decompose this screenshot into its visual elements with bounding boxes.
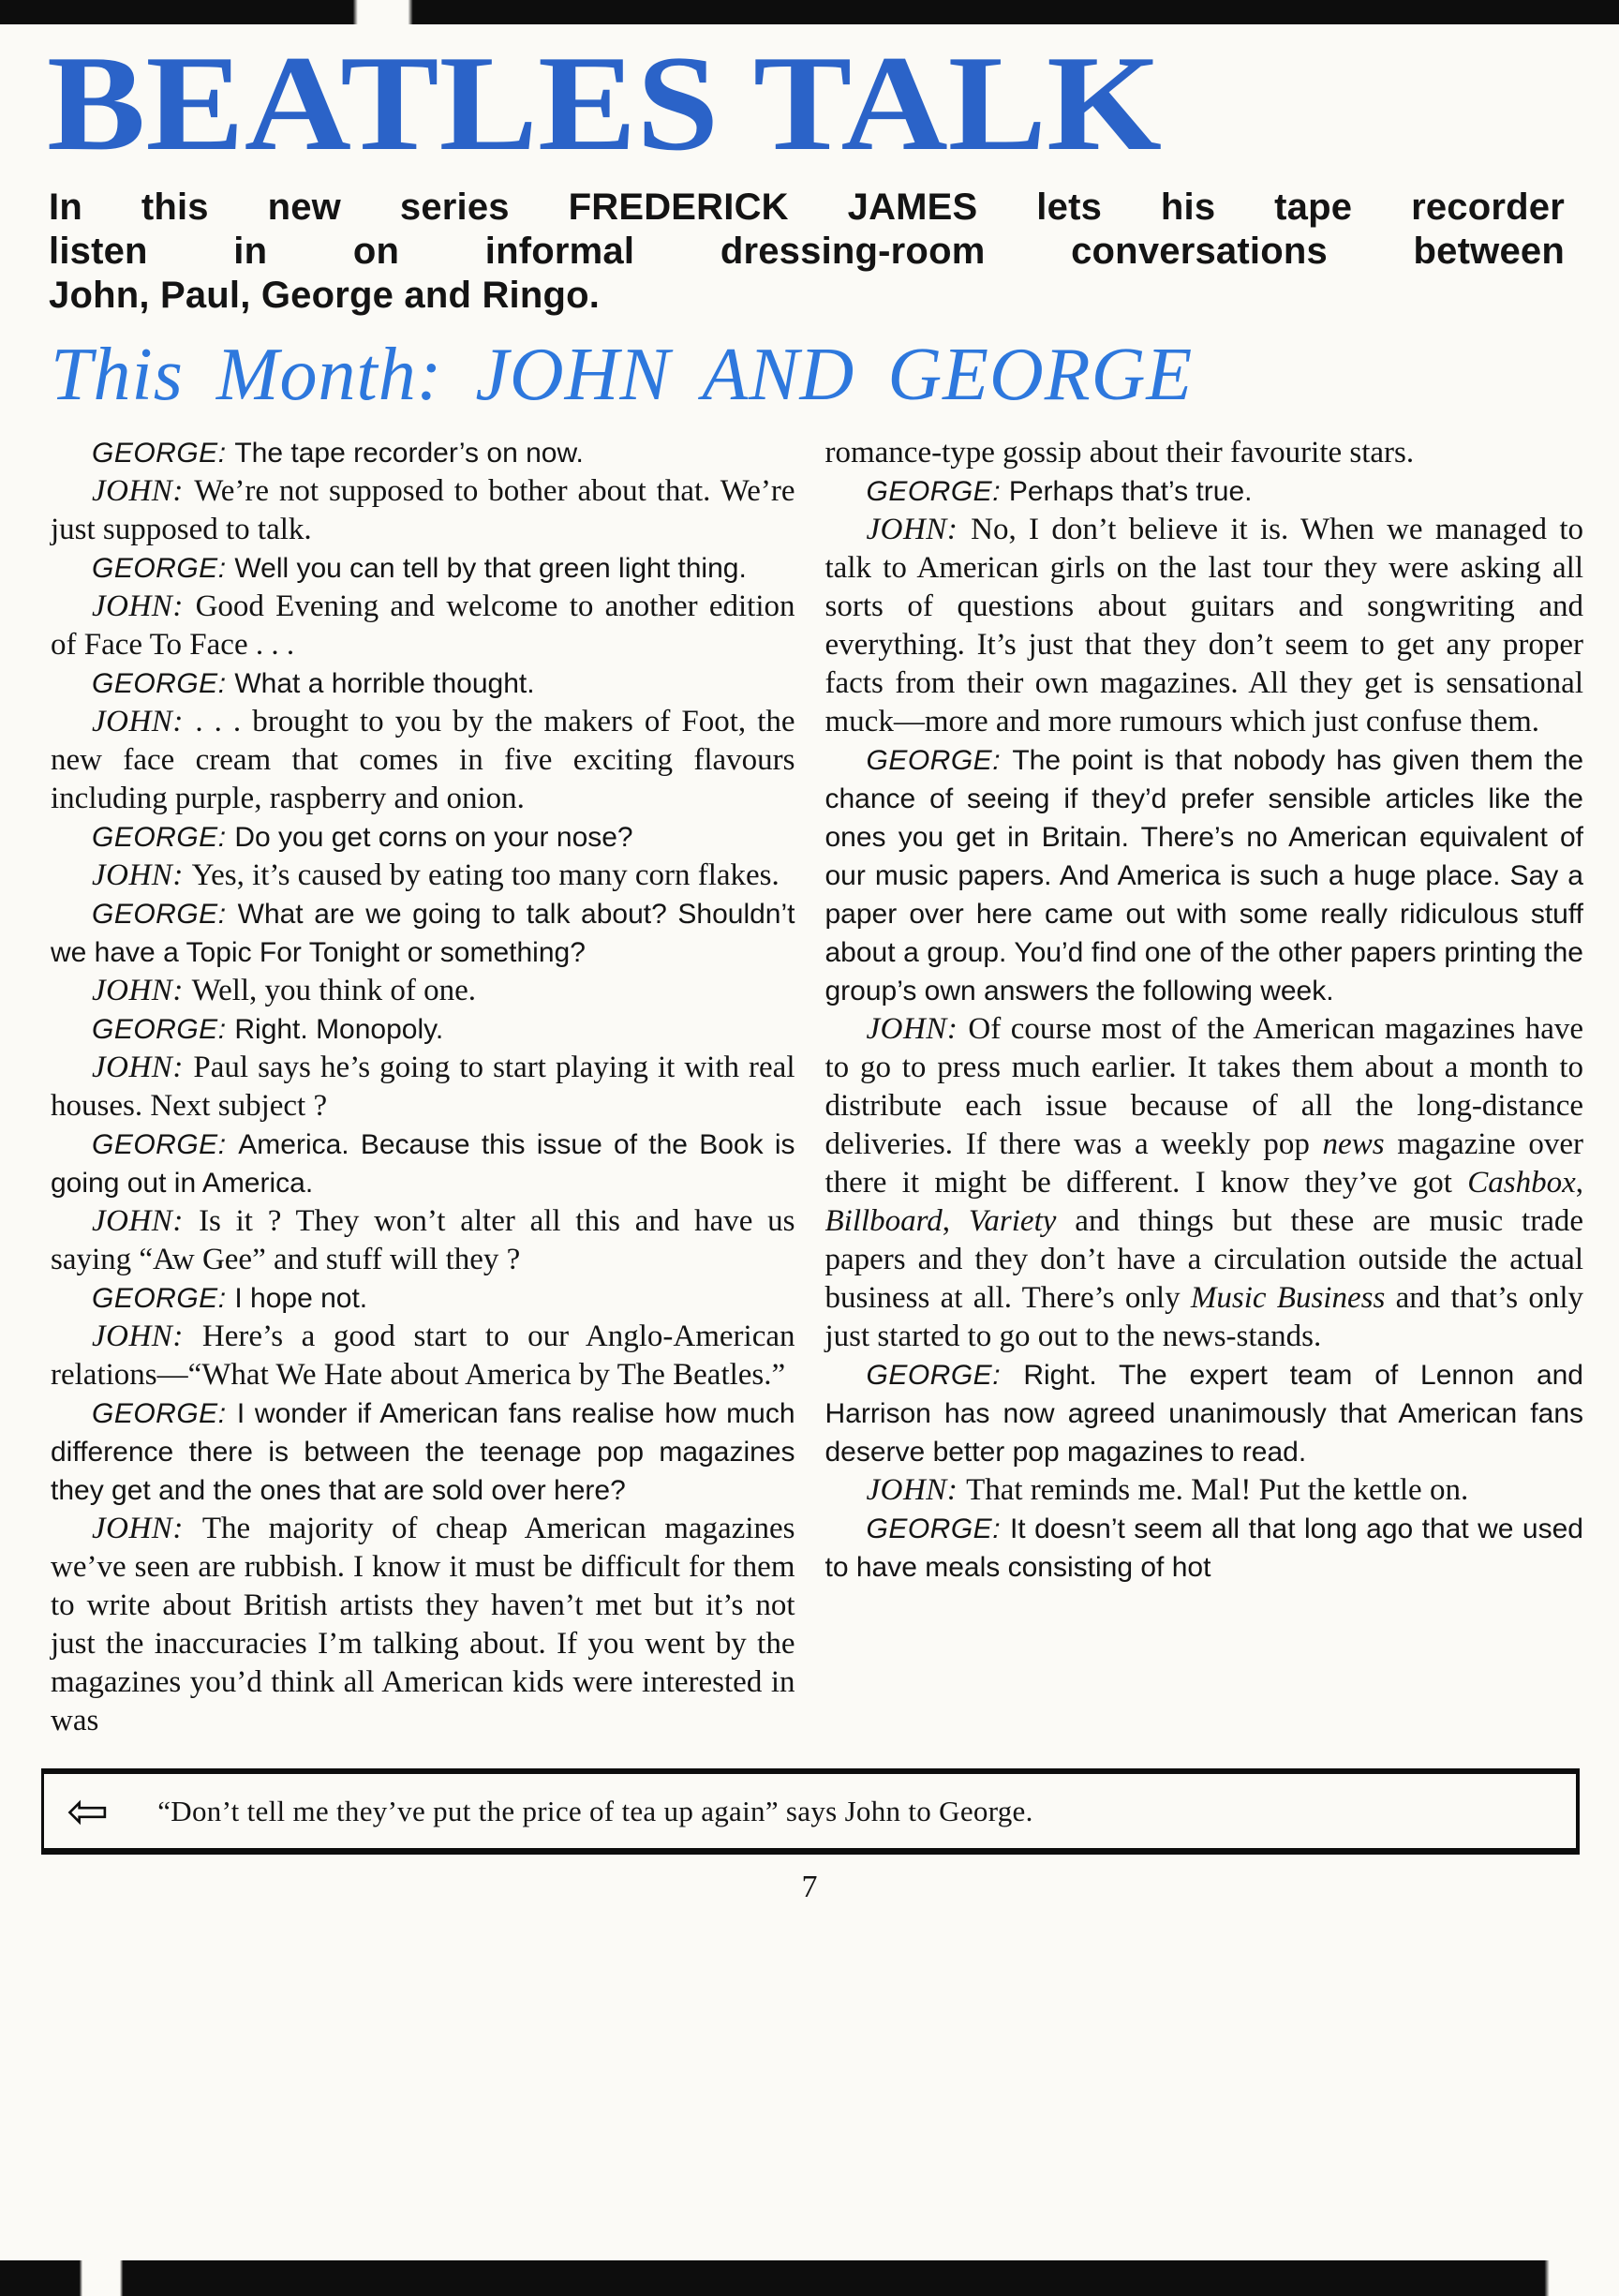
dialogue-paragraph: GEORGE: Right. The expert team of Lennon and Harrison has now agreed unanimously that American fans deserve better pop magazines to read. [824, 1360, 1583, 1468]
speaker-label: GEORGE: [866, 1513, 1010, 1544]
speaker-label: GEORGE: [866, 476, 1009, 507]
speaker-label: JOHN: [92, 1512, 202, 1545]
speaker-label: JOHN: [92, 1051, 194, 1084]
dialogue-paragraph: JOHN: Is it ? They won’t alter all this and have us saying “Aw Gee” and stuff will they ? [51, 1204, 795, 1276]
speaker-label: GEORGE: [92, 899, 238, 930]
speaker-label: GEORGE: [92, 438, 235, 469]
dialogue-paragraph: GEORGE: America. Because this issue of the Book is going out in America. [51, 1129, 795, 1199]
dialogue-paragraph: JOHN: Well, you think of one. [92, 974, 477, 1007]
speaker-label: JOHN: [92, 705, 196, 738]
dialogue-paragraph: GEORGE: The point is that nobody has given them the chance of seeing if they’d prefer sensible articles like the ones you get in Britain. There’s no American equivalent of our music papers. And America is such a huge place. Say a paper over here came out with some really ridiculous stuff about a group. You’d find one of the other papers printing the group’s own answers the following week. [824, 745, 1584, 1006]
speaker-label: JOHN: [866, 1473, 967, 1507]
dialogue-paragraph: JOHN: Paul says he’s going to start playing it with real houses. Next subject ? [51, 1051, 795, 1123]
bottom-black-bar [0, 2260, 1619, 2296]
dialogue-paragraph: GEORGE: Right. Monopoly. [92, 1014, 444, 1045]
dialogue-paragraph: JOHN: Of course most of the American magazines have to go to press much earlier. It takes them about a month to distribute each issue because of all the long-distance deliveries. If there was a weekly pop news magazine over there it might be different. I know they’ve got Cashbox, Billboard, Variety and things but these are music trade papers and they don’t have a circulation outside the actual business at all. There’s only Music Business and that’s only just started to go out to the news-stands. [824, 1012, 1583, 1353]
title-graphic [45, 51, 1563, 161]
top-black-bar [0, 0, 1619, 24]
dialogue-paragraph: JOHN: We’re not supposed to bother about that. We’re just supposed to talk. [51, 474, 795, 546]
page-title: BEATLES TALK [47, 51, 1163, 161]
month-subtitle: This Month: JOHN AND GEORGE [51, 334, 1194, 416]
speaker-label: JOHN: [92, 1319, 202, 1353]
speaker-label: GEORGE: [92, 1398, 237, 1429]
speaker-label: GEORGE: [866, 745, 1013, 776]
dialogue-paragraph: GEORGE: I hope not. [92, 1283, 368, 1314]
speaker-label: GEORGE: [92, 1129, 239, 1160]
speaker-label: GEORGE: [92, 1283, 235, 1314]
speaker-label: GEORGE: [866, 1360, 1024, 1391]
dialogue-paragraph: GEORGE: It doesn’t seem all that long ago that we used to have meals consisting of hot [824, 1513, 1583, 1583]
intro-line: listen in on informal dressing-room conversations between [49, 231, 1565, 272]
speaker-label: JOHN: [92, 974, 192, 1007]
speaker-label: JOHN: [92, 589, 196, 623]
dialogue-paragraph: GEORGE: Perhaps that’s true. [866, 476, 1253, 507]
dialogue-paragraph: romance-type gossip about their favourite stars. [824, 436, 1415, 470]
speaker-label: GEORGE: [92, 1014, 235, 1045]
speaker-label: GEORGE: [92, 553, 235, 584]
speaker-label: JOHN: [866, 1012, 969, 1046]
dialogue-paragraph: GEORGE: Well you can tell by that green light thing. [92, 553, 747, 584]
column-left [51, 434, 795, 1740]
dialogue-paragraph: JOHN: That reminds me. Mal! Put the kettle on. [866, 1473, 1469, 1507]
article-columns [51, 434, 1583, 1740]
dialogue-paragraph: JOHN: . . . brought to you by the makers of Foot, the new face cream that comes in five exciting flavours including purple, raspberry and onion. [51, 705, 795, 815]
speaker-label: GEORGE: [92, 822, 235, 853]
intro-line: John, Paul, George and Ringo. [49, 275, 601, 316]
dialogue-paragraph: GEORGE: What are we going to talk about? Shouldn’t we have a Topic For Tonight or something? [51, 899, 795, 968]
masthead [45, 51, 1619, 163]
dialogue-paragraph: JOHN: Good Evening and welcome to another edition of Face To Face . . . [51, 589, 795, 662]
dialogue-paragraph: GEORGE: The tape recorder’s on now. [92, 438, 584, 469]
intro-paragraph [49, 186, 1565, 318]
left-arrow-icon: ⇦ [67, 1781, 110, 1841]
speaker-label: GEORGE: [92, 668, 235, 699]
speaker-label: JOHN: [866, 513, 972, 546]
speaker-label: JOHN: [92, 858, 192, 892]
dialogue-paragraph: JOHN: Here’s a good start to our Anglo-American relations—“What We Hate about America by The Beatles.” [51, 1319, 795, 1392]
intro-line: In this new series FREDERICK JAMES lets his tape recorder [49, 186, 1565, 228]
dialogue-paragraph: JOHN: No, I don’t believe it is. When we managed to talk to American girls on the last tour they were asking all sorts of questions about guitars and songwriting and everything. It’s just that they don’t seem to get any proper facts from their own magazines. All they get is sensational muck—more and more rumours which just confuse them. [824, 513, 1583, 738]
page-number: 7 [801, 1870, 818, 1904]
dialogue-paragraph: GEORGE: What a horrible thought. [92, 668, 535, 699]
dialogue-paragraph: GEORGE: Do you get corns on your nose? [92, 822, 633, 853]
dialogue-paragraph: JOHN: The majority of cheap American magazines we’ve seen are rubbish. I know it must be difficult for them to write about British artists they haven’t met but it’s not just the inaccuracies I’m talking about. If you went by the magazines you’d think all American kids were interested in was [51, 1512, 795, 1737]
column-right [825, 434, 1584, 1740]
speaker-label: JOHN: [92, 1204, 200, 1238]
speaker-label: JOHN: [92, 474, 195, 508]
caption-box [41, 1768, 1580, 1855]
caption-text: “Don’t tell me they’ve put the price of tea up again” says John to George. [157, 1794, 1033, 1827]
dialogue-paragraph: JOHN: Yes, it’s caused by eating too many corn flakes. [92, 858, 780, 892]
dialogue-paragraph: GEORGE: I wonder if American fans realise how much difference there is between the teenage pop magazines they get and the ones that are sold over here? [51, 1398, 795, 1506]
